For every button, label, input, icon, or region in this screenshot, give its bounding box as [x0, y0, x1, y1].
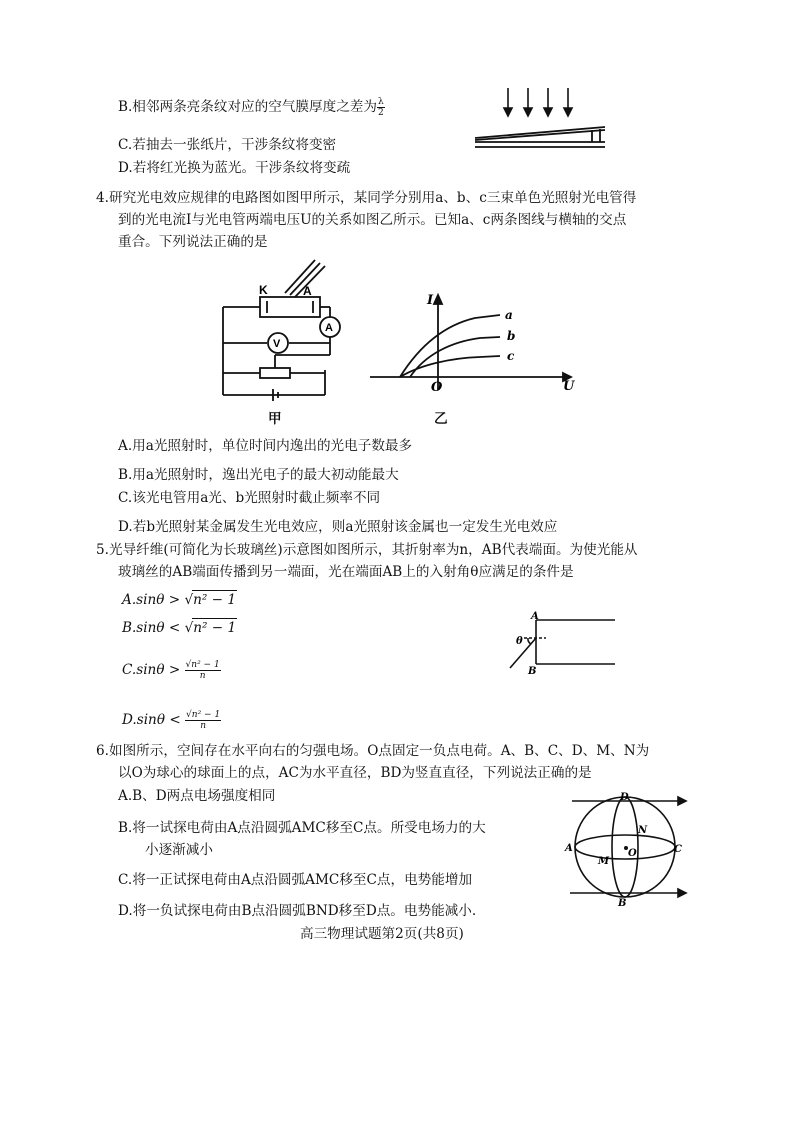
- q6-label-m: M: [598, 856, 610, 867]
- q4-stem-line2: 到的光电流I与光电管两端电压U的关系如图乙所示。已知a、c两条图线与横轴的交点: [118, 212, 627, 228]
- q4-circuit-figure: [215, 255, 355, 405]
- q6-label-d: D: [620, 792, 629, 803]
- q4-stem-line3: 重合。下列说法正确的是: [118, 234, 268, 250]
- q4-curve-b-label: b: [507, 329, 516, 343]
- q4-stem-line1: 4.研究光电效应规律的电路图如图甲所示，某同学分别用a、b、c三束单色光照射光电管得: [96, 190, 637, 206]
- q3-option-c: C.若抽去一张纸片，干涉条纹将变密: [118, 137, 337, 153]
- q5-stem-line1: 5.光导纤维(可简化为长玻璃丝)示意图如图所示，其折射率为n，AB代表端面。为使光能从: [96, 542, 638, 558]
- q4-figure-yi-label: 乙: [434, 411, 448, 427]
- q4-curve-c-label: c: [507, 349, 515, 363]
- q5-option-b: B.sinθ < √n² − 1: [122, 620, 237, 636]
- q4-voltmeter-label: V: [273, 338, 281, 350]
- q5-label-a: A: [531, 611, 539, 622]
- q4-axis-i: I: [427, 293, 434, 308]
- q6-option-b-line1: B.将一试探电荷由A点沿圆弧AMC移至C点。所受电场力的大: [118, 820, 486, 836]
- q4-option-a: A.用a光照射时，单位时间内逸出的光电子数最多: [118, 438, 413, 454]
- q4-label-k: K: [259, 283, 268, 297]
- q4-label-a: A: [303, 284, 312, 298]
- q6-label-a: A: [565, 843, 573, 854]
- q5-option-d: D.sinθ < $\frac{\text{√n² − 1}}{n}$: [122, 710, 221, 731]
- q4-axis-u: U: [563, 379, 575, 394]
- q5-stem-line2: 玻璃丝的AB端面传播到另一端面，光在端面AB上的入射角θ应满足的条件是: [118, 564, 574, 580]
- q5-option-c-fraction: $\frac{\text{√n² − 1}}{n}$: [185, 660, 220, 681]
- q4-ammeter-label: A: [325, 322, 333, 334]
- q6-option-c: C.将一正试探电荷由A点沿圆弧AMC移至C点，电势能增加: [118, 872, 473, 888]
- q6-option-a: A.B、D两点电场强度相同: [118, 788, 276, 804]
- q6-label-c: C: [674, 844, 682, 855]
- q5-label-theta: θ: [516, 636, 523, 647]
- q6-label-o: O: [628, 848, 637, 859]
- q6-option-d: D.将一负试探电荷由B点沿圆弧BND移至D点。电势能减小.: [118, 903, 477, 919]
- page-footer: 高三物理试题第2页(共8页): [300, 926, 464, 942]
- q5-option-d-fraction: $\frac{\text{√n² − 1}}{n}$: [186, 710, 221, 731]
- q3-option-d: D.若将红光换为蓝光。干涉条纹将变疏: [118, 160, 351, 176]
- q6-label-n: N: [638, 825, 648, 836]
- q5-label-b: B: [528, 666, 537, 677]
- q5-option-a: A.sinθ > √n² − 1: [122, 592, 236, 608]
- q3-option-b: B.相邻两条亮条纹对应的空气膜厚度之差为 $\frac{\lambda}{2}$: [118, 97, 384, 118]
- q4-curve-a-label: a: [505, 308, 513, 322]
- q6-option-b-line2: 小逐渐减小: [145, 842, 213, 858]
- q4-iu-graph: [365, 290, 580, 400]
- q4-option-b: B.用a光照射时，逸出光电子的最大初动能最大: [118, 467, 399, 483]
- q4-origin-o: O: [431, 380, 443, 395]
- q4-figure-jia-label: 甲: [268, 411, 282, 427]
- q6-label-b: B: [618, 898, 627, 909]
- q4-option-d: D.若b光照射某金属发生光电效应，则a光照射该金属也一定发生光电效应: [118, 519, 558, 535]
- q3-option-b-fraction: $\frac{\lambda}{2}$: [377, 97, 384, 118]
- q4-option-c: C.该光电管用a光、b光照射时截止频率不同: [118, 490, 381, 506]
- q6-stem-line1: 6.如图所示，空间存在水平向右的匀强电场。O点固定一负点电荷。A、B、C、D、M、N为: [96, 743, 650, 759]
- q5-fiber-figure: [500, 610, 625, 680]
- q6-stem-line2: 以O为球心的球面上的点，AC为水平直径，BD为竖直直径，下列说法正确的是: [118, 765, 592, 781]
- q3-air-wedge-figure: [470, 85, 610, 160]
- q5-option-c: C.sinθ > $\frac{\text{√n² − 1}}{n}$: [122, 660, 220, 681]
- q6-sphere-figure: [562, 786, 692, 911]
